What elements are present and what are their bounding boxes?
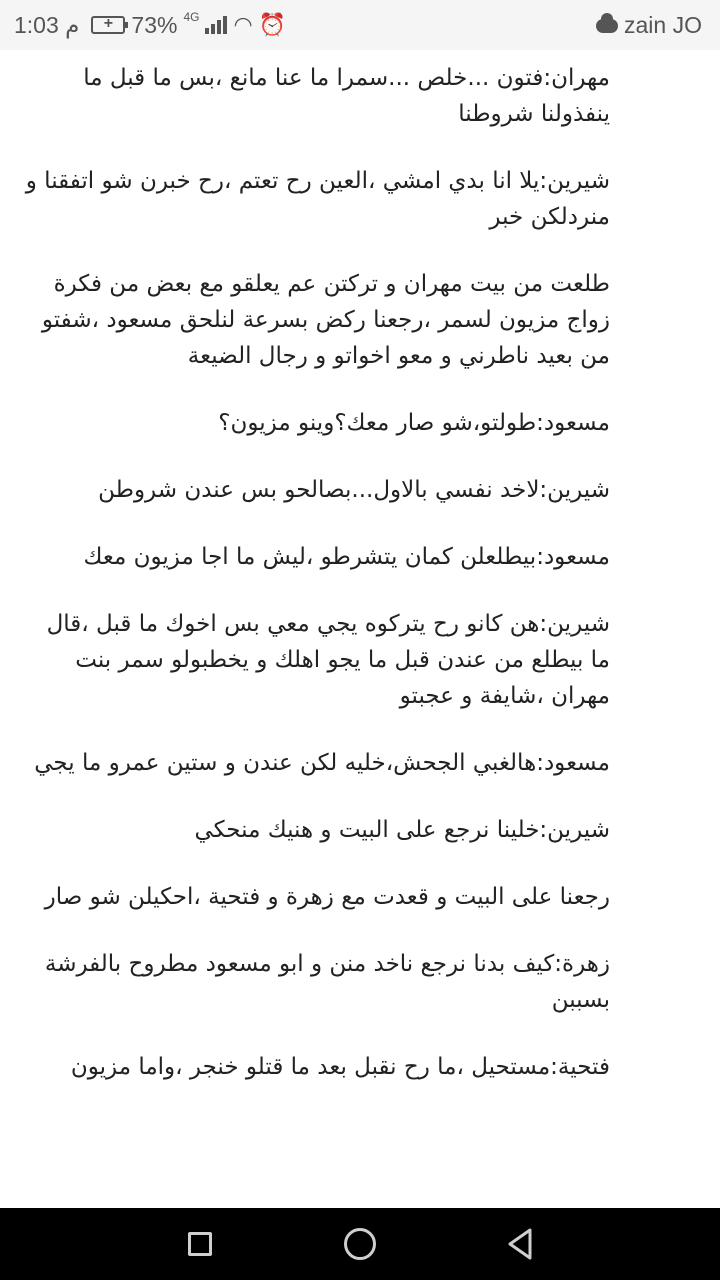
battery-percent: 73% — [131, 11, 178, 38]
status-bar — [0, 0, 720, 50]
alarm-icon: ⏰ — [258, 12, 287, 37]
battery-charging-icon: + — [91, 16, 125, 34]
home-icon — [344, 1228, 376, 1260]
paragraph: زهرة:كيف بدنا نرجع ناخد منن و ابو مسعود مطروح بالفرشة بسببن — [44, 951, 610, 1013]
paragraph: مسعود:بيطلعلن كمان يتشرطو ،ليش ما اجا مزيون معك — [83, 544, 610, 570]
recent-apps-icon — [188, 1232, 212, 1256]
status-right — [596, 0, 702, 50]
paragraph: رجعنا على البيت و قعدت مع زهرة و فتحية ،احكيلن شو صار — [44, 884, 610, 910]
paragraph: شيرين:خلينا نرجع على البيت و هنيك منحكي — [194, 817, 610, 843]
clock-time: 1:03 م — [14, 11, 80, 38]
paragraph: شيرين:هن كانو رح يتركوه يجي معي بس اخوك ما قبل ،قال ما بيطلع من عندن قبل ما يجو اهلك و يخطبولو سمر بنت مهران ،شايفة و عجبتو — [46, 611, 610, 709]
wifi-icon: ◠ — [233, 12, 253, 37]
home-button[interactable] — [315, 1208, 405, 1280]
paragraph: فتحية:مستحيل ،ما رح نقبل بعد ما قتلو خنجر ،واما مزيون — [70, 1054, 610, 1080]
back-icon — [504, 1227, 536, 1261]
signal-icon — [205, 16, 227, 34]
carrier-name: zain JO — [624, 11, 702, 38]
network-type: 4G — [183, 10, 200, 24]
story-text[interactable] — [0, 52, 720, 1208]
paragraph: مهران:فتون ...خلص ...سمرا ما عنا مانع ،بس ما قبل ما ينفذولنا شروطنا — [83, 65, 610, 127]
cloud-icon — [596, 19, 618, 33]
paragraph: شيرين:لاخد نفسي بالاول...بصالحو بس عندن شروطن — [98, 477, 610, 503]
paragraph: مسعود:طولتو،شو صار معك؟وينو مزيون؟ — [218, 410, 610, 436]
recent-apps-button[interactable] — [155, 1208, 245, 1280]
paragraph: طلعت من بيت مهران و تركتن عم يعلقو مع بعض من فكرة زواج مزيون لسمر ،رجعنا ركض بسرعة لنلحق مسعود ،شفتو من بعيد ناطرني و معو اخواتو و رجال الضيعة — [41, 271, 610, 369]
navigation-bar — [0, 1208, 720, 1280]
status-left — [14, 0, 286, 50]
back-button[interactable] — [475, 1208, 565, 1280]
paragraph: شيرين:يلا انا بدي امشي ،العين رح تعتم ،رح خبرن شو اتفقنا و منردلكن خبر — [25, 168, 610, 230]
paragraph: مسعود:هالغبي الجحش،خليه لكن عندن و ستين عمرو ما يجي — [34, 750, 610, 776]
